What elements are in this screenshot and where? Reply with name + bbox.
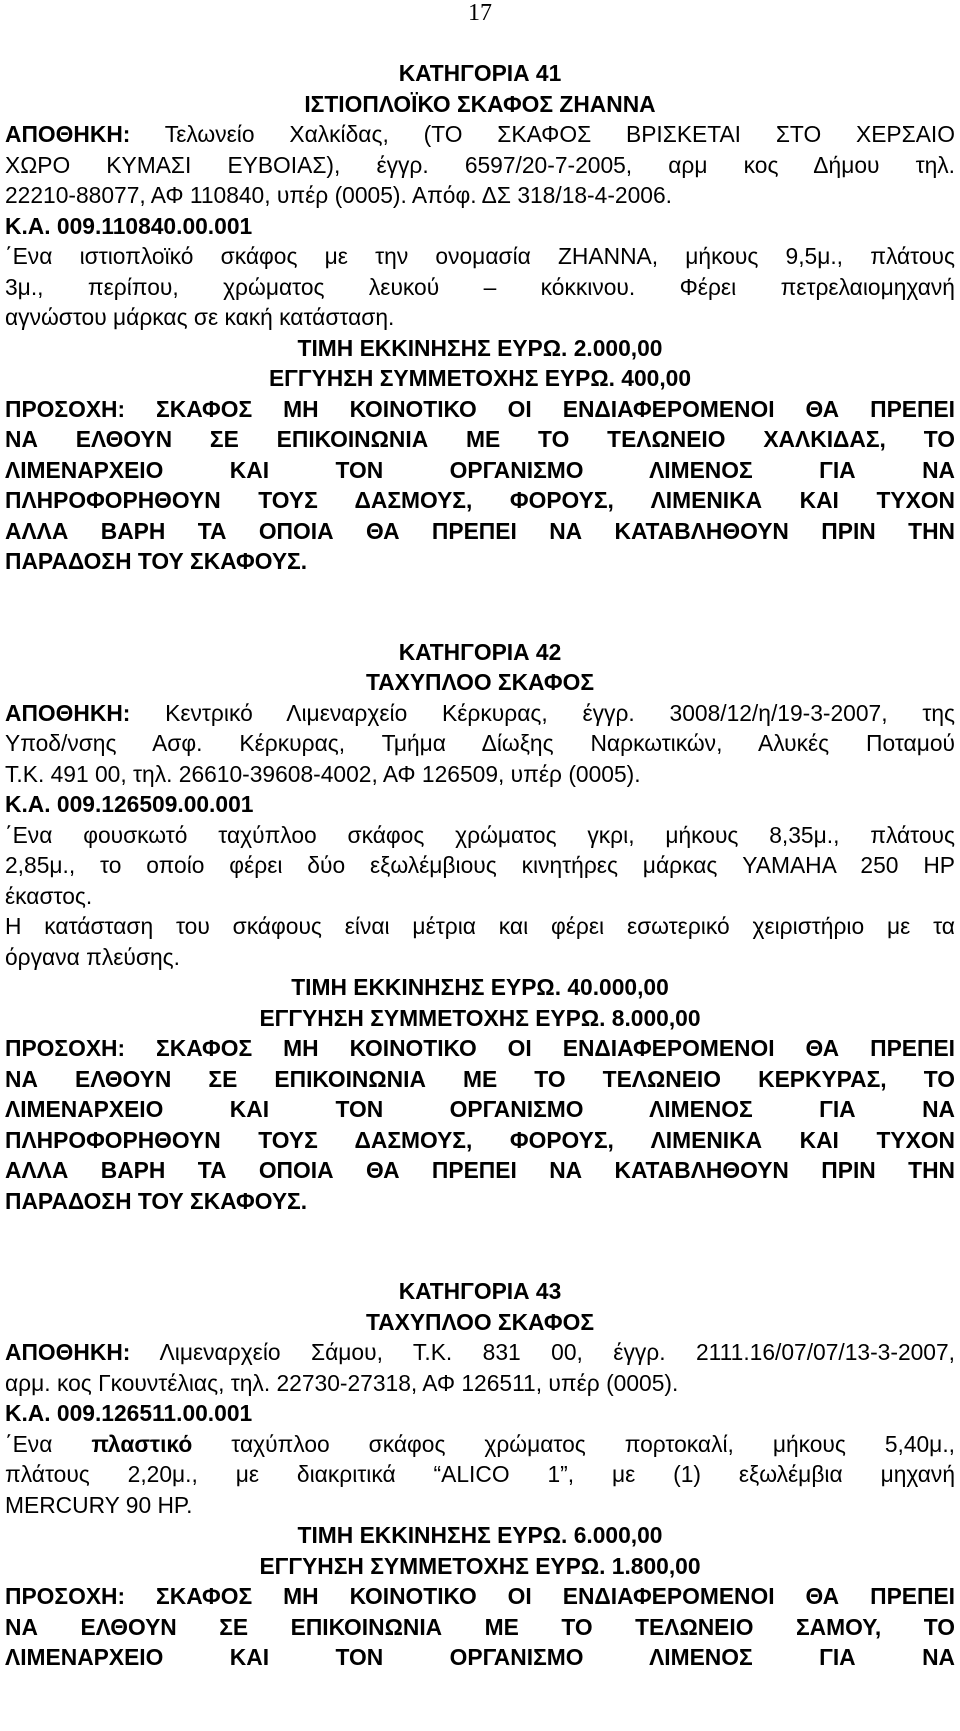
warning-line: ΠΑΡΑΔΟΣΗ ΤΟΥ ΣΚΑΦΟΥΣ. xyxy=(5,1187,308,1214)
guarantee: ΕΓΓΥΗΣΗ ΣΥΜΜΕΤΟΧΗΣ ΕΥΡΩ. 1.800,00 xyxy=(259,1552,701,1579)
warning-line: ΠΛΗΡΟΦΟΡΗΘΟΥΝ ΤΟΥΣ ΔΑΣΜΟΥΣ, ΦΟΡΟΥΣ, ΛΙΜΕΝΙΚΑ ΚΑΙ ΤΥΧΟΝ xyxy=(5,487,955,513)
storage-line xyxy=(5,119,955,150)
warning-line: ΛΙΜΕΝΑΡΧΕΙΟ ΚΑΙ ΤΟΝ ΟΡΓΑΝΙΣΜΟ ΛΙΜΕΝΟΣ ΓΙΑ ΝΑ xyxy=(5,456,955,483)
warning-line: ΠΡΟΣΟΧΗ: ΣΚΑΦΟΣ ΜΗ ΚΟΙΝΟΤΙΚΟ ΟΙ ΕΝΔΙΑΦΕΡΟΜΕΝΟΙ ΘΑ ΠΡΕΠΕΙ xyxy=(5,395,955,422)
guarantee: ΕΓΓΥΗΣΗ ΣΥΜΜΕΤΟΧΗΣ ΕΥΡΩ. 400,00 xyxy=(268,365,692,391)
storage-line: αρμ. κος Γκουντέλιας, τηλ. 22730-27318, ΑΦ 126511, υπέρ (0005). xyxy=(5,1369,679,1396)
warning-line: ΠΛΗΡΟΦΟΡΗΘΟΥΝ ΤΟΥΣ ΔΑΣΜΟΥΣ, ΦΟΡΟΥΣ, ΛΙΜΕΝΙΚΑ ΚΑΙ ΤΥΧΟΝ xyxy=(5,1126,955,1153)
description-line: 2,85μ., το οποίο φέρει δύο εξωλέμβιους κινητήρες μάρκας YAMAHA 250 HP xyxy=(5,852,955,878)
storage-line: Υποδ/νσης Ασφ. Κέρκυρας, Τμήμα Δίωξης Ναρκωτικών, Αλυκές Ποταμού xyxy=(5,730,955,756)
item-code: Κ.Α. 009.126509.00.001 xyxy=(5,791,254,817)
warning-line: ΑΛΛΑ ΒΑΡΗ ΤΑ ΟΠΟΙΑ ΘΑ ΠΡΕΠΕΙ ΝΑ ΚΑΤΑΒΛΗΘΟΥΝ ΠΡΙΝ ΤΗΝ xyxy=(5,517,955,544)
start-price: ΤΙΜΗ ΕΚΚΙΝΗΣΗΣ ΕΥΡΩ. 40.000,00 xyxy=(291,974,669,1000)
storage-text: Κεντρικό Λιμεναρχείο Κέρκυρας, έγγρ. 3008/12/η/19-3-2007, της xyxy=(130,699,955,726)
warning-line: ΝΑ ΕΛΘΟΥΝ ΣΕ ΕΠΙΚΟΙΝΩΝΙΑ ΜΕ ΤΟ ΤΕΛΩΝΕΙΟ ΚΕΡΚΥΡΑΣ, ΤΟ xyxy=(5,1065,955,1092)
warning-line: ΛΙΜΕΝΑΡΧΕΙΟ ΚΑΙ ΤΟΝ ΟΡΓΑΝΙΣΜΟ ΛΙΜΕΝΟΣ ΓΙΑ ΝΑ xyxy=(5,1644,955,1670)
storage-line: Τ.Κ. 491 00, τηλ. 26610-39608-4002, ΑΦ 126509, υπέρ (0005). xyxy=(5,760,641,787)
category-subtitle: ΙΣΤΙΟΠΛΟΪΚΟ ΣΚΑΦΟΣ ΖΗΑΝΝΑ xyxy=(304,90,656,117)
description-line: όργανα πλεύσης. xyxy=(5,943,180,970)
description-line: ΄Ενα πλαστικό ταχύπλοο σκάφος χρώματος πορτοκαλί, μήκους 5,40μ., xyxy=(5,1430,955,1457)
guarantee: ΕΓΓΥΗΣΗ ΣΥΜΜΕΤΟΧΗΣ ΕΥΡΩ. 8.000,00 xyxy=(259,1004,701,1031)
warning-line: ΝΑ ΕΛΘΟΥΝ ΣΕ ΕΠΙΚΟΙΝΩΝΙΑ ΜΕ ΤΟ ΤΕΛΩΝΕΙΟ ΣΑΜΟΥ, ΤΟ xyxy=(5,1613,955,1640)
warning-line: ΠΡΟΣΟΧΗ: ΣΚΑΦΟΣ ΜΗ ΚΟΙΝΟΤΙΚΟ ΟΙ ΕΝΔΙΑΦΕΡΟΜΕΝΟΙ ΘΑ ΠΡΕΠΕΙ xyxy=(5,1583,955,1609)
category-subtitle: ΤΑΧΥΠΛΟΟ ΣΚΑΦΟΣ xyxy=(365,669,595,695)
category-heading: ΚΑΤΗΓΟΡΙΑ 41 xyxy=(398,60,562,86)
start-price: ΤΙΜΗ ΕΚΚΙΝΗΣΗΣ ΕΥΡΩ. 6.000,00 xyxy=(297,1522,663,1548)
description-line: αγνώστου μάρκας σε κακή κατάσταση. xyxy=(5,304,395,330)
page-number: 17 xyxy=(468,0,492,26)
category-42-section xyxy=(5,637,955,1217)
start-price: ΤΙΜΗ ΕΚΚΙΝΗΣΗΣ ΕΥΡΩ. 2.000,00 xyxy=(297,334,663,361)
storage-line: 22210-88077, ΑΦ 110840, υπέρ (0005). Απόφ. ΔΣ 318/18-4-2006. xyxy=(5,182,672,208)
warning-line: ΑΛΛΑ ΒΑΡΗ ΤΑ ΟΠΟΙΑ ΘΑ ΠΡΕΠΕΙ ΝΑ ΚΑΤΑΒΛΗΘΟΥΝ ΠΡΙΝ ΤΗΝ xyxy=(5,1157,955,1183)
category-heading: ΚΑΤΗΓΟΡΙΑ 42 xyxy=(398,638,562,665)
description-line: ΄Ενα ιστιοπλοϊκό σκάφος με την ονομασία ΖΗΑΝΝΑ, μήκους 9,5μ., πλάτους xyxy=(5,243,955,269)
storage-text: Τελωνείο Χαλκίδας, (ΤΟ ΣΚΑΦΟΣ ΒΡΙΣΚΕΤΑΙ ΣΤΟ ΧΕΡΣΑΙΟ xyxy=(130,121,955,147)
storage-line xyxy=(5,1337,955,1368)
document-body xyxy=(5,58,955,1673)
emphasis-word: πλαστικό xyxy=(91,1430,193,1457)
category-subtitle: ΤΑΧΥΠΛΟΟ ΣΚΑΦΟΣ xyxy=(365,1308,595,1335)
category-41-section xyxy=(5,58,955,577)
storage-label: ΑΠΟΘΗΚΗ: xyxy=(5,699,131,726)
storage-label: ΑΠΟΘΗΚΗ: xyxy=(5,121,131,147)
warning-line: ΛΙΜΕΝΑΡΧΕΙΟ ΚΑΙ ΤΟΝ ΟΡΓΑΝΙΣΜΟ ΛΙΜΕΝΟΣ ΓΙΑ ΝΑ xyxy=(5,1096,955,1122)
storage-line: ΧΩΡΟ ΚΥΜΑΣΙ ΕΥΒΟΙΑΣ), έγγρ. 6597/20-7-2005, αρμ κος Δήμου τηλ. xyxy=(5,151,955,178)
category-43-section xyxy=(5,1276,955,1673)
warning-line: ΠΑΡΑΔΟΣΗ ΤΟΥ ΣΚΑΦΟΥΣ. xyxy=(5,548,308,574)
description-line: ΄Ενα φουσκωτό ταχύπλοο σκάφος χρώματος γκρι, μήκους 8,35μ., πλάτους xyxy=(5,821,955,848)
storage-label: ΑΠΟΘΗΚΗ: xyxy=(5,1339,131,1365)
warning-line: ΠΡΟΣΟΧΗ: ΣΚΑΦΟΣ ΜΗ ΚΟΙΝΟΤΙΚΟ ΟΙ ΕΝΔΙΑΦΕΡΟΜΕΝΟΙ ΘΑ ΠΡΕΠΕΙ xyxy=(5,1035,955,1061)
item-code: Κ.Α. 009.110840.00.001 xyxy=(5,212,253,239)
warning-line: ΝΑ ΕΛΘΟΥΝ ΣΕ ΕΠΙΚΟΙΝΩΝΙΑ ΜΕ ΤΟ ΤΕΛΩΝΕΙΟ ΧΑΛΚΙΔΑΣ, ΤΟ xyxy=(5,426,955,452)
item-code: Κ.Α. 009.126511.00.001 xyxy=(5,1400,253,1426)
description-line: πλάτους 2,20μ., με διακριτικά “ALICO 1”, με (1) εξωλέμβια μηχανή xyxy=(5,1461,955,1487)
storage-line xyxy=(5,698,955,729)
category-heading: ΚΑΤΗΓΟΡΙΑ 43 xyxy=(398,1278,562,1304)
description-line: 3μ., περίπου, χρώματος λευκού – κόκκινου. Φέρει πετρελαιομηχανή xyxy=(5,273,955,300)
description-line: έκαστος. xyxy=(5,882,93,909)
description-line: Η κατάσταση του σκάφους είναι μέτρια και φέρει εσωτερικό χειριστήριο με τα xyxy=(5,913,955,939)
description-line: MERCURY 90 HP. xyxy=(5,1491,193,1518)
storage-text: Λιμεναρχείο Σάμου, Τ.Κ. 831 00, έγγρ. 2111.16/07/07/13-3-2007, xyxy=(130,1339,955,1365)
